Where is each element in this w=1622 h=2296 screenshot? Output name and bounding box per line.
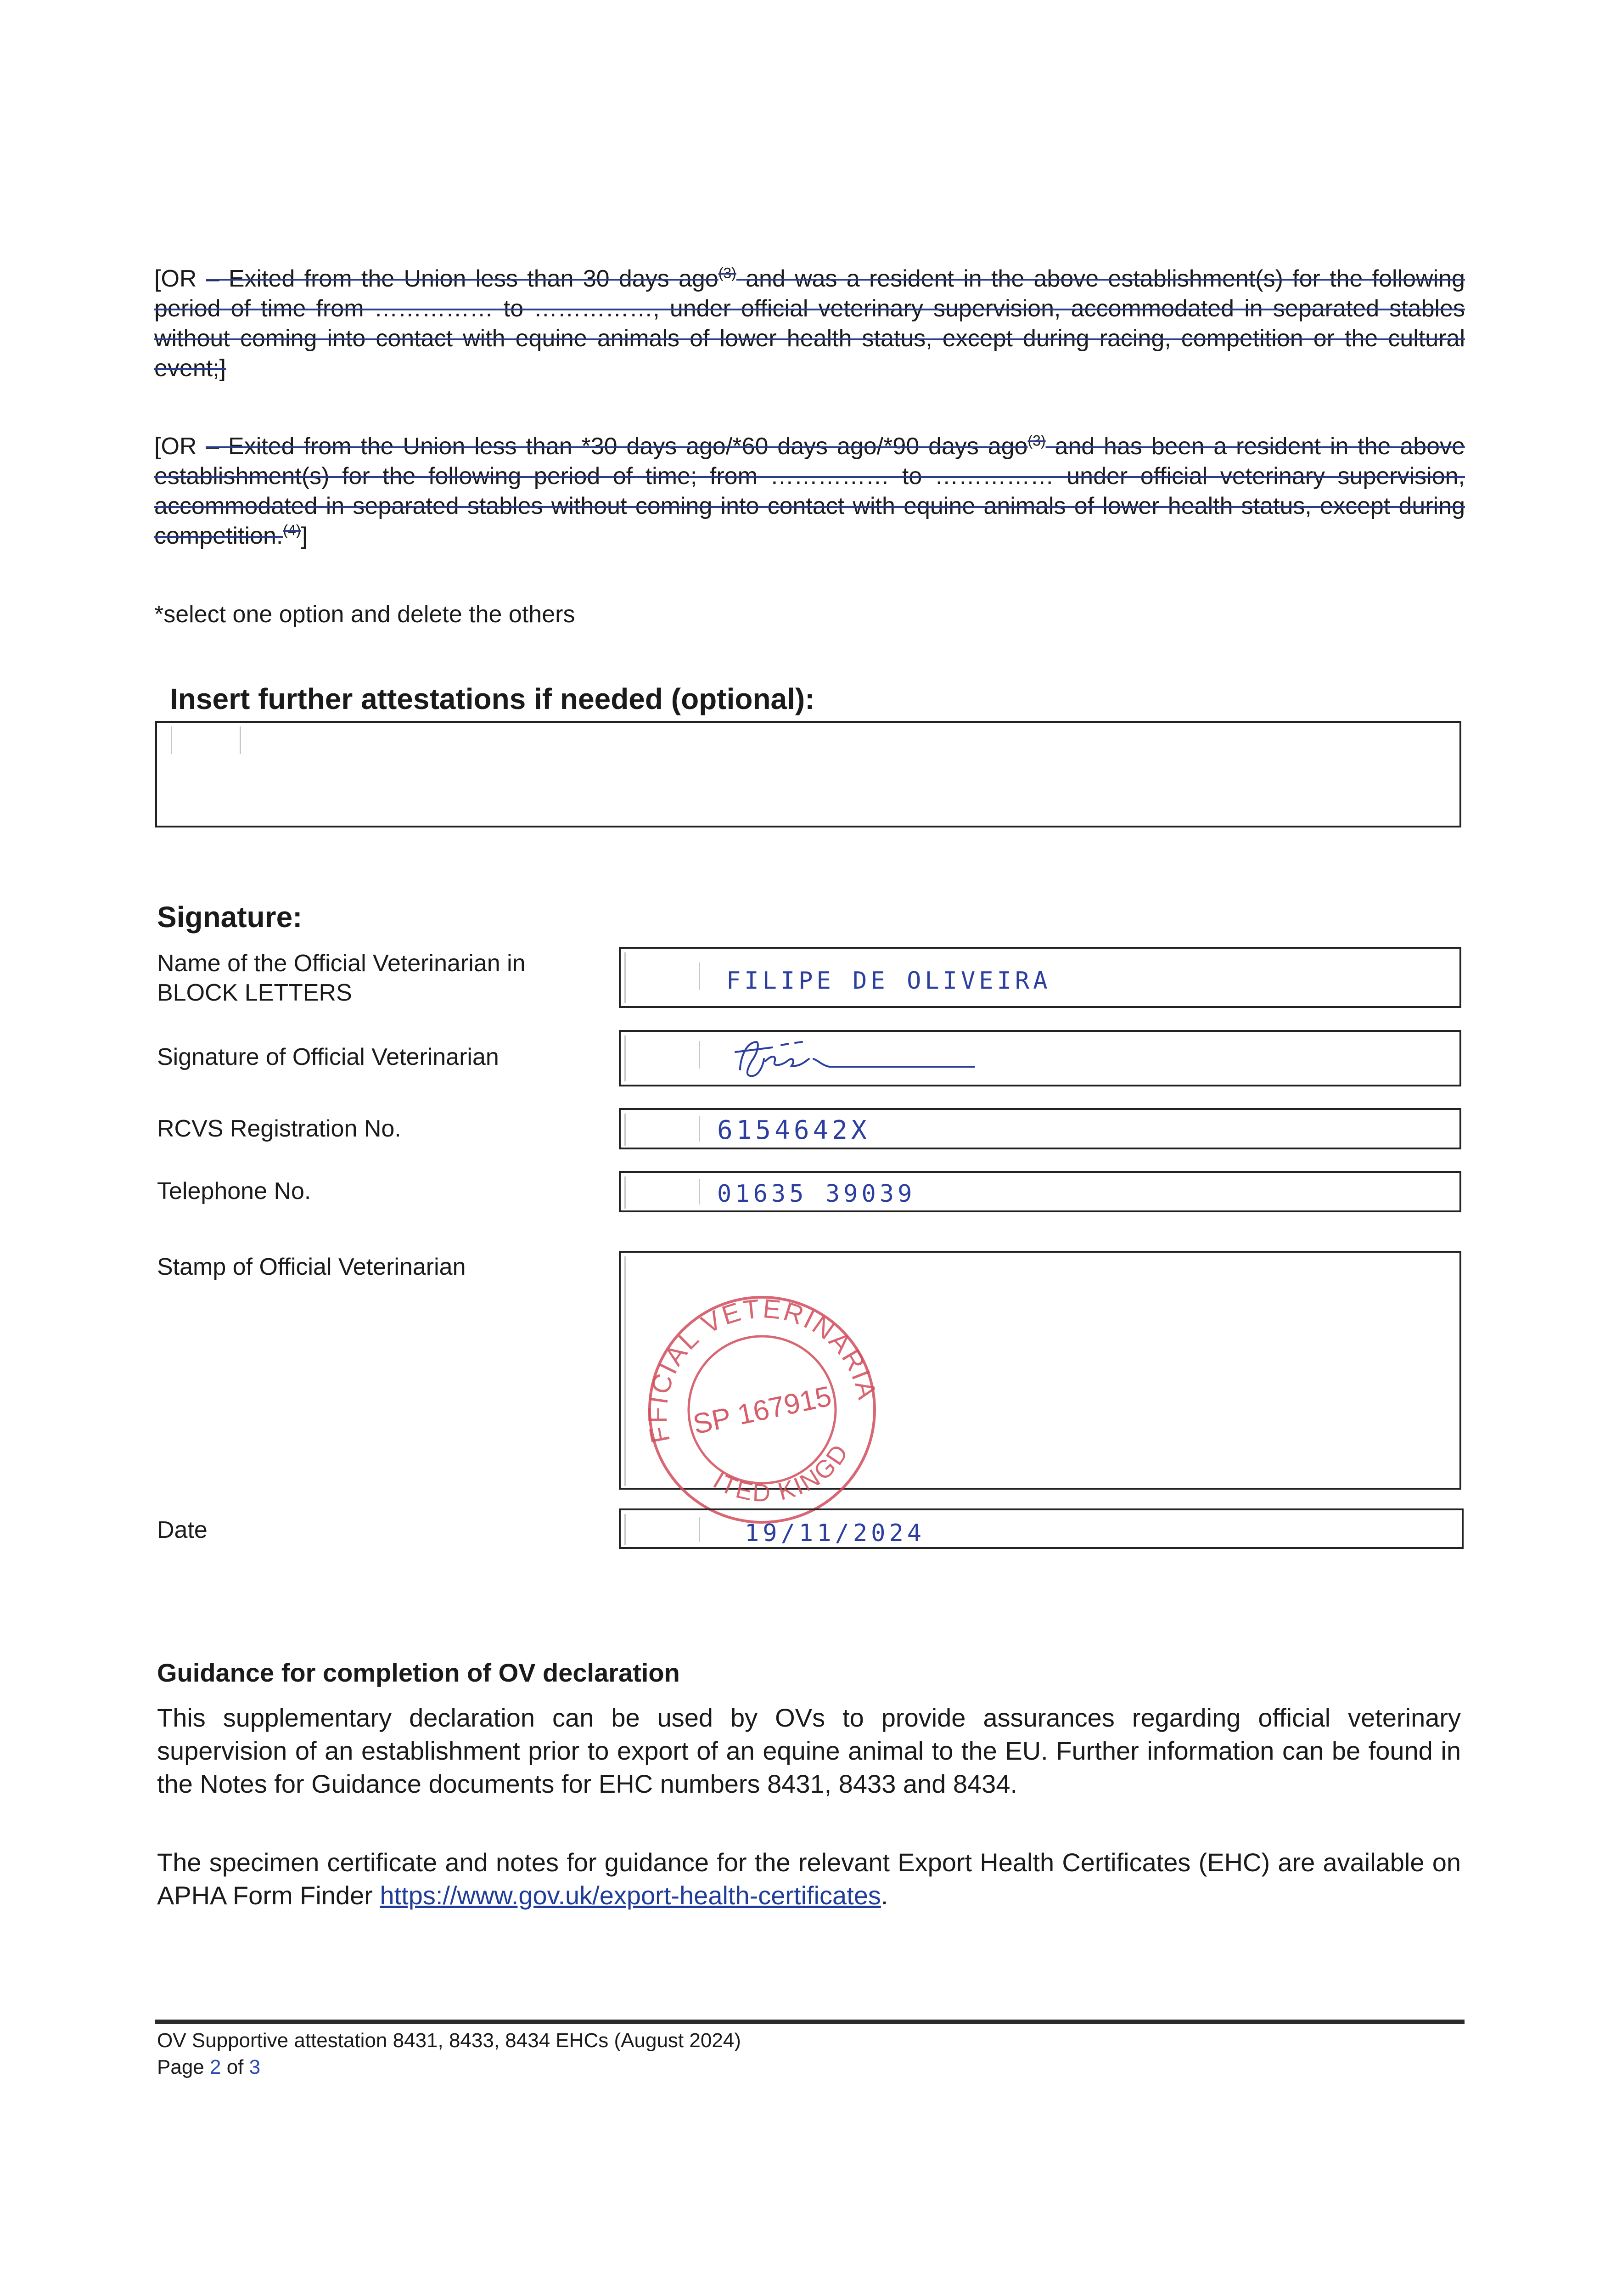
- guidance-paragraph-2: [157, 1846, 1461, 1912]
- guidance-heading: Guidance for completion of OV declaration: [157, 1658, 680, 1687]
- name-field[interactable]: [619, 947, 1461, 1008]
- telephone-value: 01635 39039: [717, 1180, 916, 1208]
- footer-rule: [155, 2020, 1465, 2024]
- field-guide-mark: [624, 952, 626, 1003]
- field-guide-mark: [624, 1035, 626, 1081]
- page-word: Page: [157, 2056, 210, 2078]
- option-paragraph-1: [154, 264, 1465, 383]
- footnote-ref: (4): [283, 522, 301, 539]
- stamp-number: SP 167915: [690, 1380, 834, 1441]
- option-text: – Exited from the Union less than *30 days ago/*60 days ago/*90 days ago: [206, 433, 1028, 460]
- handwritten-signature: [731, 1034, 988, 1084]
- stamp-top-text: OFFICIAL VETERINARIAN: [643, 1293, 883, 1446]
- footnote-ref: (3): [1027, 432, 1046, 449]
- of-word: of: [221, 2056, 249, 2078]
- rcvs-field[interactable]: [619, 1108, 1461, 1149]
- name-label: Name of the Official Veterinarian in BLOCK LETTERS: [157, 950, 526, 1006]
- stamp-bottom-text: UNITED KINGDOM: [708, 1438, 855, 1507]
- field-guide-mark: [624, 1176, 626, 1209]
- signature-heading: Signature:: [157, 900, 303, 934]
- field-guide-mark: [624, 1256, 626, 1486]
- signature-field[interactable]: [619, 1030, 1461, 1086]
- field-guide-mark: [624, 1114, 626, 1146]
- guidance-text: The specimen certificate and notes for guidance for the relevant Export Health Certificates (EHC) are available on APHA Form Finder: [157, 1848, 1461, 1910]
- rcvs-label: RCVS Registration No.: [157, 1115, 401, 1142]
- option-prefix: [OR: [154, 433, 206, 460]
- official-veterinarian-stamp: [629, 1277, 895, 1534]
- footer-document-title: OV Supportive attestation 8431, 8433, 8434 EHCs (August 2024): [157, 2029, 741, 2052]
- option-text-continued: and was a resident in the above establishment(s) for the following period of time from …………… to ……………, under official veterinary supervision, accommodated in separated stables without coming into contact with equine animals of lower health status, except during racing, competition or the cultural event;]: [154, 265, 1465, 382]
- further-attestations-box[interactable]: [155, 721, 1461, 827]
- option-paragraph-2: [154, 432, 1465, 551]
- option-prefix: [OR: [154, 265, 206, 292]
- guidance-text-end: .: [881, 1881, 888, 1910]
- footer-page-number: [157, 2054, 260, 2081]
- date-value: 19/11/2024: [745, 1519, 926, 1547]
- field-guide-mark: [699, 1517, 700, 1542]
- footnote-ref: (3): [718, 264, 736, 281]
- guidance-paragraph-1: This supplementary declaration can be used by OVs to provide assurances regarding official veterinary supervision of an establishment prior to export of an equine animal to the EU. Further information can be found in the Notes for Guidance documents for EHC numbers 8431, 8433 and 8434.: [157, 1703, 1461, 1798]
- telephone-label: Telephone No.: [157, 1178, 311, 1204]
- stamp-label: Stamp of Official Veterinarian: [157, 1254, 466, 1280]
- date-label: Date: [157, 1517, 208, 1543]
- further-attestations-heading: Insert further attestations if needed (optional):: [170, 682, 815, 715]
- option-suffix: ]: [301, 523, 308, 549]
- option-text: – Exited from the Union less than 30 days ago: [206, 265, 718, 292]
- option-text-continued: and has been a resident in the above establishment(s) for the following period of time; from …………… to …………… under official veterinary supervision, accommodated in separated stables without coming into contact with equine animals of lower health status, except during competition.: [154, 433, 1465, 549]
- date-field[interactable]: [619, 1508, 1464, 1549]
- export-health-certificates-link[interactable]: https://www.gov.uk/export-health-certificates: [380, 1881, 881, 1910]
- telephone-field[interactable]: [619, 1171, 1461, 1212]
- field-guide-mark: [624, 1514, 626, 1545]
- total-pages: 3: [249, 2056, 261, 2078]
- field-guide-mark: [699, 962, 700, 990]
- name-value: FILIPE DE OLIVEIRA: [726, 967, 1051, 995]
- select-note: *select one option and delete the others: [154, 601, 575, 628]
- field-guide-mark: [699, 1179, 700, 1204]
- field-guide-mark: [699, 1041, 700, 1069]
- current-page: 2: [209, 2056, 221, 2078]
- field-guide-mark: [240, 726, 241, 754]
- signature-label: Signature of Official Veterinarian: [157, 1044, 499, 1070]
- field-guide-mark: [171, 726, 172, 754]
- rcvs-value: 6154642X: [717, 1115, 870, 1145]
- field-guide-mark: [699, 1116, 700, 1142]
